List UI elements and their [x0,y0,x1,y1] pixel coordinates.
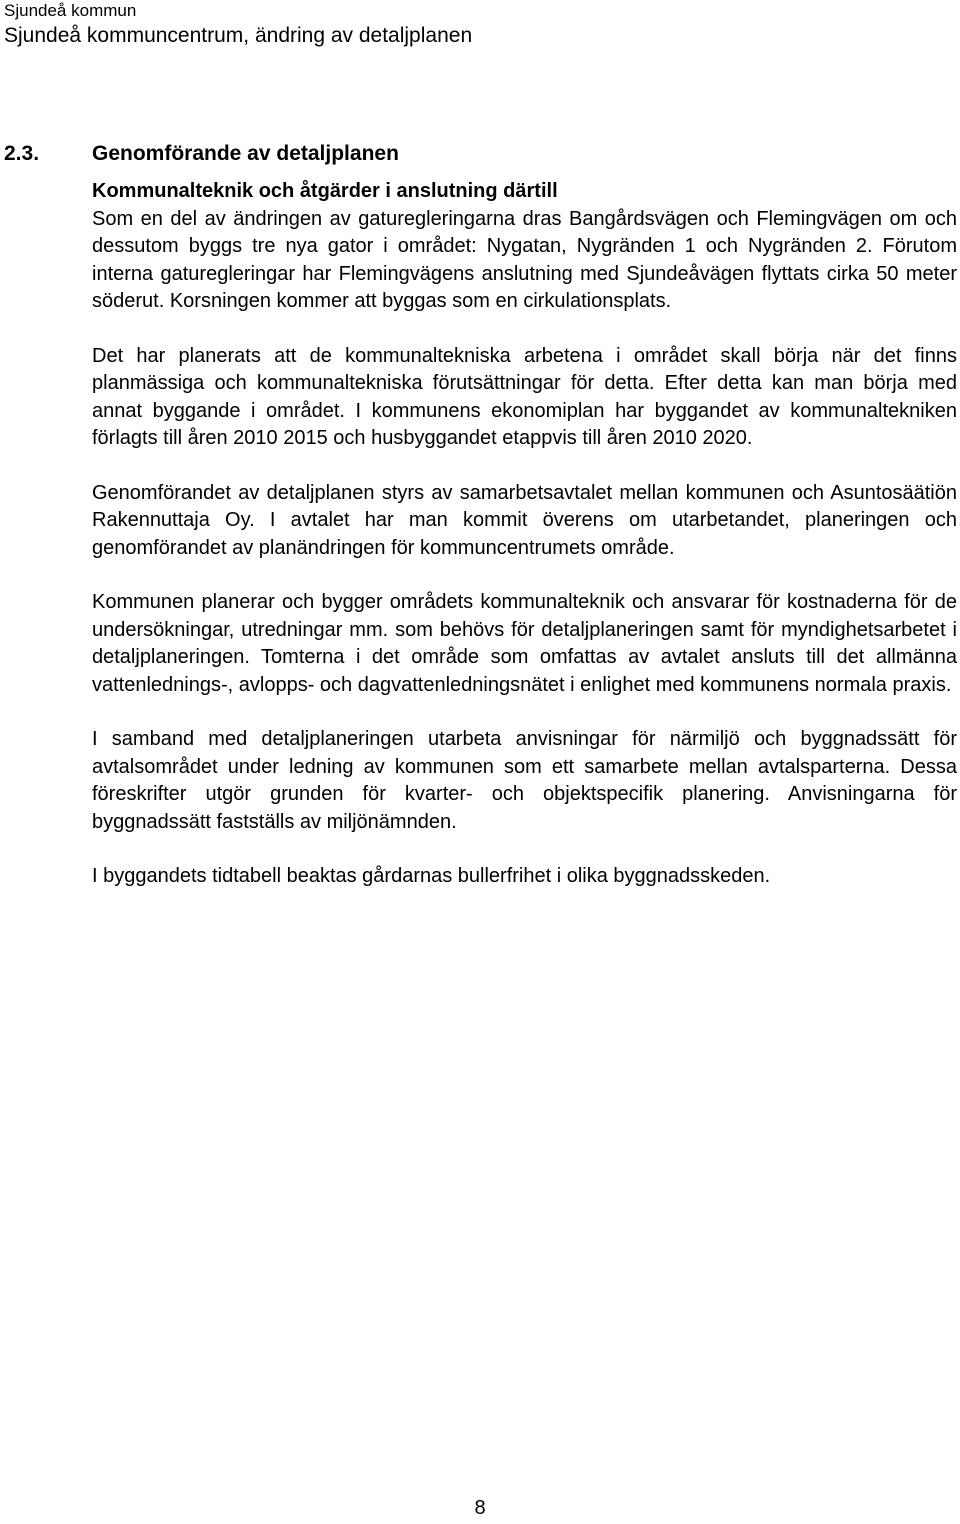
paragraph-street-changes: Som en del av ändringen av gaturegleringarna dras Bangårdsvägen och Flemingvägen om och dessutom byggs tre nya gator i området: Nygatan, Nygränden 1 och Nygränden 2. Förutom interna gaturegleringar har Flemingvägens anslutning med Sjundeåvägen flyttats cirka 50 meter söderut. Korsningen kommer att byggas som en cirkulationsplats. [92,207,957,312]
paragraph-schedule: Det har planerats att de kommunaltekniska arbetena i området skall börja när det finns planmässiga och kommunaltekniska förutsättningar för detta. Efter detta kan man börja med annat byggande i området. I kommunens ekonomiplan har byggandet av kommunaltekniken förlagts till åren 2010 2015 och husbyggandet etappvis till åren 2010 2020. [92,344,957,449]
header-document-title: Sjundeå kommuncentrum, ändring av detaljplanen [4,24,473,47]
page-number: 8 [474,1497,486,1519]
paragraph-municipal-engineering: Kommunen planerar och bygger områdets kommunalteknik och ansvarar för kostnaderna för de undersökningar, utredningar mm. som behövs för detaljplaneringen samt för myndighetsarbetet i detaljplaneringen. Tomterna i det område som omfattas av avtalet ansluts till det allmänna vattenlednings-, avlopps- och dagvattenledningsnätet i enlighet med kommunens normala praxis. [92,591,957,696]
header-organization: Sjundeå kommun [4,1,137,20]
page-header [4,0,944,49]
paragraph-building-guidelines: I samband med detaljplaneringen utarbeta anvisningar för närmiljö och byggnadssätt för avtalsområdet under ledning av kommunen som ett samarbete mellan avtalsparterna. Dessa föreskrifter utgör grunden för kvarter- och objektspecifik planering. Anvisningarna för byggnadssätt fastställs av miljönämnden. [92,728,957,833]
section-number: 2.3. [4,142,40,165]
section-heading [4,138,944,170]
paragraph-cooperation-agreement: Genomförandet av detaljplanen styrs av samarbetsavtalet mellan kommunen och Asuntosäätiön Rakennuttaja Oy. I avtalet har man kommit överens om utarbetandet, planeringen och genomförandet av planändringen för kommuncentrumets område. [92,481,957,559]
section-body [92,178,957,891]
paragraph-noise: I byggandets tidtabell beaktas gårdarnas bullerfrihet i olika byggnadsskeden. [92,865,771,887]
section-title: Genomförande av detaljplanen [92,142,399,165]
subsection-title: Kommunalteknik och åtgärder i anslutning därtill [92,180,558,202]
